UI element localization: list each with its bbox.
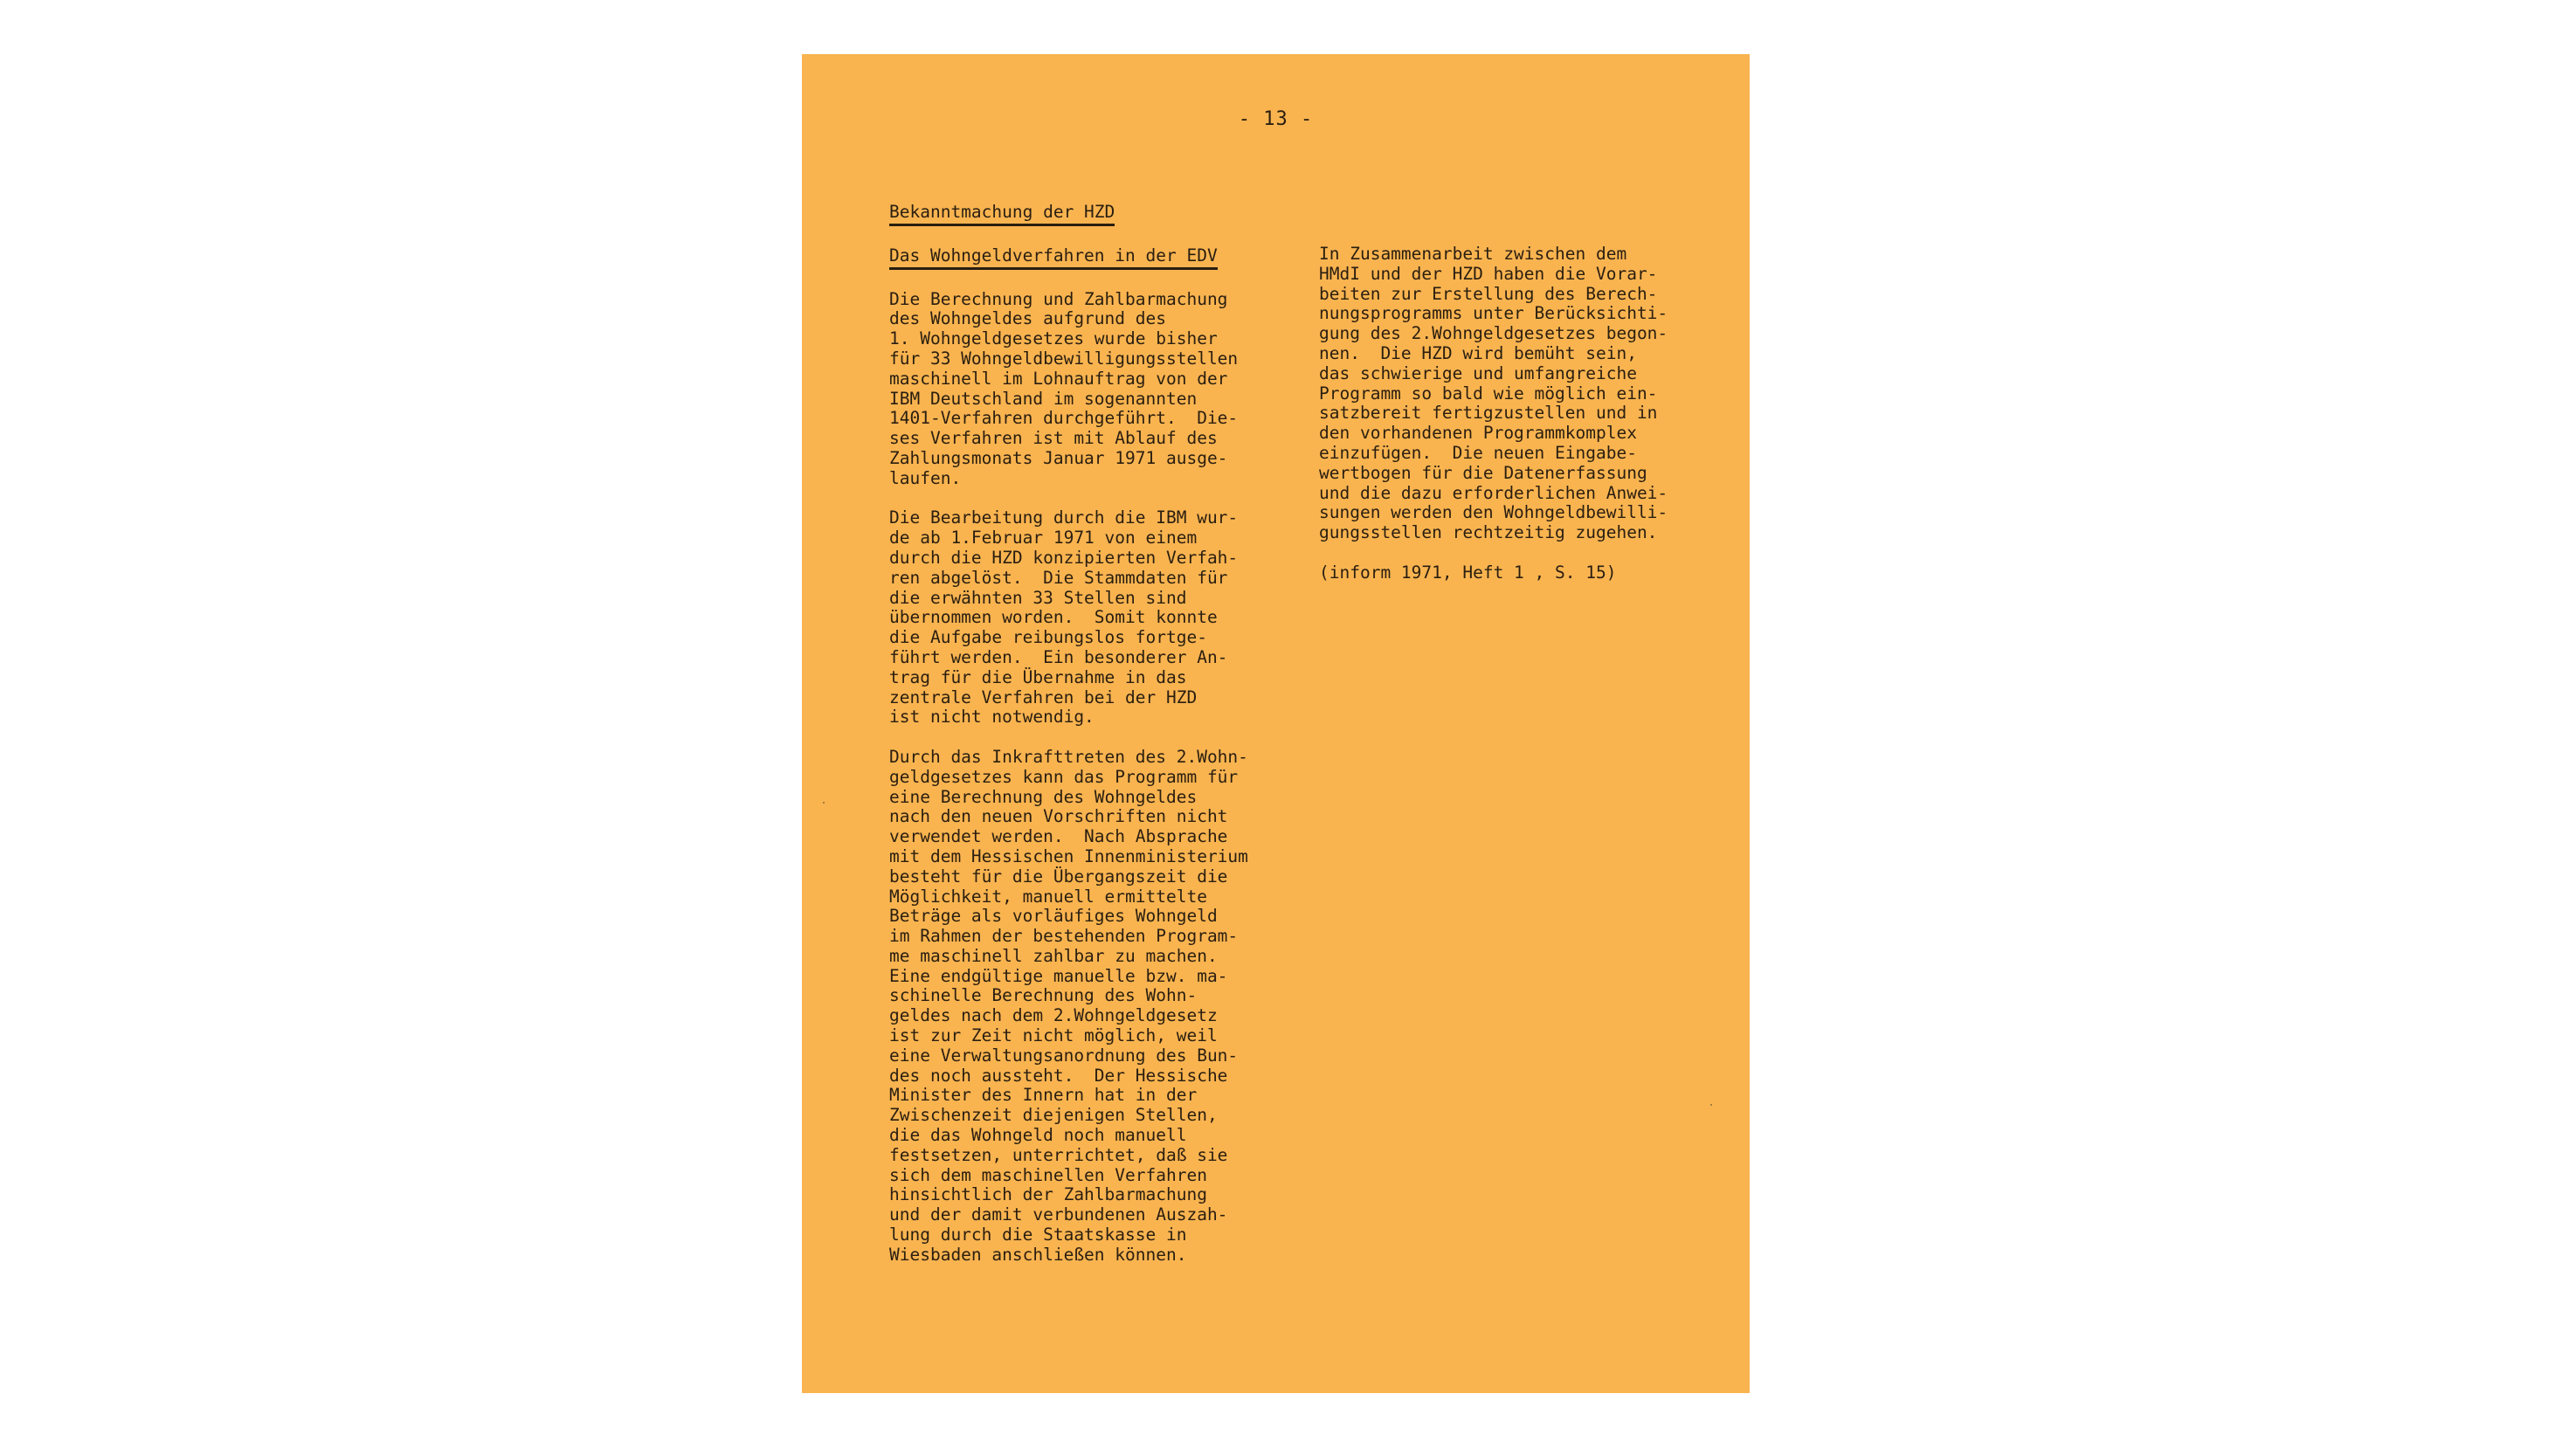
document-page xyxy=(802,54,1750,1393)
left-column xyxy=(889,203,1300,1285)
notice-heading: Bekanntmachung der HZD xyxy=(889,203,1115,226)
citation: (inform 1971, Heft 1 , S. 15) xyxy=(1319,562,1617,583)
paragraph-4: In Zusammenarbeit zwischen dem HMdI und der HZD haben die Vorar- beiten zur Erstellung des Berech- nungsprogramms unter Berücksichti- gung des 2.Wohngeldgesetzes begon- nen. Die HZD wird bemüht sein, das schwierige und umfangreiche Programm so bald wie möglich ein- satzbereit fertigzustellen und in den vorhandenen Programmkomplex einzufügen. Die neuen Eingabe- wertbogen für die Datenerfassung und die dazu erforderlichen Anwei- sungen werden den Wohngeldbewilli- gungsstellen rechtzeitig zugehen. xyxy=(1319,244,1668,543)
right-column xyxy=(1319,245,1730,583)
paper-speck xyxy=(823,802,825,804)
paragraph-2: Die Bearbeitung durch die IBM wur- de ab 1.Februar 1971 von einem durch die HZD konzipierten Verfah- ren abgelöst. Die Stammdaten für die erwähnten 33 Stellen sind übernommen worden. Somit konnte die Aufgabe reibungslos fortge- führt werden. Ein besonderer An- trag für die Übernahme in das zentrale Verfahren bei der HZD ist nicht notwendig. xyxy=(889,507,1239,728)
article-title: Das Wohngeldverfahren in der EDV xyxy=(889,246,1218,270)
paragraph-3: Durch das Inkrafttreten des 2.Wohn- geldgesetzes kann das Programm für eine Berechnung des Wohngeldes nach den neuen Vorschriften nicht verwendet werden. Nach Absprache mit dem Hessischen Innenministerium besteht für die Übergangszeit die Möglichkeit, manuell ermittelte Beträge als vorläufiges Wohngeld im Rahmen der bestehenden Program- me maschinell zahlbar zu machen. Eine endgültige manuelle bzw. ma- schinelle Berechnung des Wohn- geldes nach dem 2.Wohngeldgesetz ist zur Zeit nicht möglich, weil eine Verwaltungsanordnung des Bun- des noch aussteht. Der Hessische Minister des Innern hat in der Zwischenzeit diejenigen Stellen, die das Wohngeld noch manuell festsetzen, unterrichtet, daß sie sich dem maschinellen Verfahren hinsichtlich der Zahlbarmachung und der damit verbundenen Auszah- lung durch die Staatskasse in Wiesbaden anschließen können. xyxy=(889,746,1248,1265)
paragraph-1: Die Berechnung und Zahlbarmachung des Wohngeldes aufgrund des 1. Wohngeldgesetzes wurde bisher für 33 Wohngeldbewilligungsstellen maschinell im Lohnauftrag von der IBM Deutschland im sogenannten 1401-Verfahren durchgeführt. Die- ses Verfahren ist mit Ablauf des Zahlungsmonats Januar 1971 ausge- laufen. xyxy=(889,288,1239,488)
paper-speck xyxy=(1710,1104,1712,1106)
page-number: - 13 - xyxy=(1238,108,1314,130)
